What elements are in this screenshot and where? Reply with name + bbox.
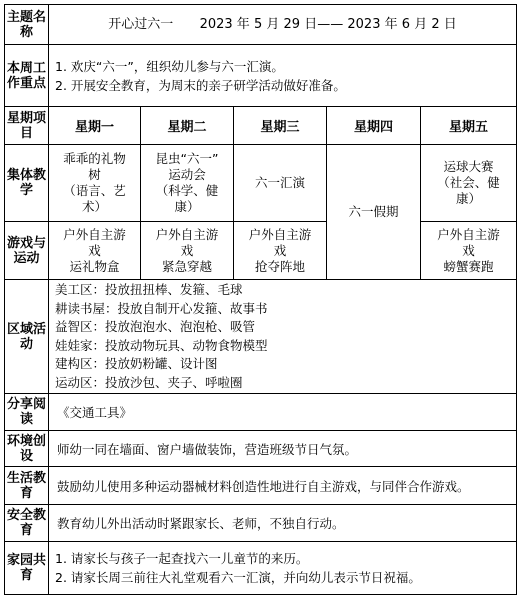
area-item: 运动区：投放沙包、夹子、呼啦圈	[55, 374, 243, 390]
thursday-holiday: 六一假期	[327, 145, 421, 280]
theme-row	[5, 5, 517, 45]
environment-value: 师幼一同在墙面、窗户墙做装饰，营造班级节日气氛。	[49, 431, 517, 467]
theme-name: 开心过六一	[108, 17, 174, 32]
reading-value: 《交通工具》	[49, 394, 517, 431]
games-label: 游戏与运动	[5, 222, 49, 280]
focus-item: 2. 开展安全教育，为周末的亲子研学活动做好准备。	[55, 77, 346, 93]
start-day: 29	[283, 17, 301, 32]
environment-label: 环境创设	[5, 431, 49, 467]
group-wed: 六一汇演	[234, 145, 327, 222]
safety-education-value: 教育幼儿外出活动时紧跟家长、老师，不独自行动。	[49, 505, 517, 542]
group-teaching-label: 集体教学	[5, 145, 49, 222]
home-cooperation-label: 家园共育	[5, 542, 49, 595]
reading-label: 分享阅读	[5, 394, 49, 431]
end-day: 2	[431, 17, 440, 32]
games-row	[5, 222, 517, 280]
weekday-item-label: 星期项目	[5, 107, 49, 145]
weekday-tue: 星期二	[141, 107, 234, 145]
area-activities-row	[5, 280, 517, 394]
home-item: 1. 请家长与孩子一起查找六一儿童节的来历。	[55, 551, 309, 566]
reading-row	[5, 394, 517, 431]
theme-label: 主题名称	[5, 5, 49, 45]
focus-list	[49, 45, 517, 107]
group-fri: 运球大赛 （社会、健 康）	[421, 145, 517, 222]
weekly-plan-table	[4, 4, 517, 595]
focus-item: 1. 欢庆“六一”，组织幼儿参与六一汇演。	[55, 58, 284, 74]
area-activities-list	[49, 280, 517, 394]
weekday-mon: 星期一	[49, 107, 141, 145]
area-item: 益智区：投放泡泡水、泡泡枪、吸管	[55, 319, 256, 334]
theme-value: 开心过六一 2023 年 5 月 29 日—— 2023 年 6 月 2 日	[49, 5, 517, 45]
game-tue: 户外自主游 戏 紧急穿越	[141, 222, 234, 280]
home-item: 2. 请家长周三前往大礼堂观看六一汇演，并向幼儿表示节日祝福。	[55, 570, 421, 585]
game-wed: 户外自主游 戏 抢夺阵地	[234, 222, 327, 280]
group-tue: 昆虫“六一” 运动会 （科学、健 康）	[141, 145, 234, 222]
area-activities-label: 区域活动	[5, 280, 49, 394]
weekday-wed: 星期三	[234, 107, 327, 145]
home-cooperation-list	[49, 542, 517, 595]
area-item: 美工区：投放扭扭棒、发箍、毛球	[55, 282, 243, 297]
game-fri: 户外自主游 戏 螃蟹赛跑	[421, 222, 517, 280]
game-mon: 户外自主游 戏 运礼物盒	[49, 222, 141, 280]
life-education-label: 生活教育	[5, 467, 49, 505]
end-month: 6	[401, 17, 411, 32]
start-year: 2023	[199, 17, 233, 32]
group-mon: 乖乖的礼物 树 （语言、艺 术）	[49, 145, 141, 222]
area-item: 娃娃家：投放动物玩具、动物食物模型	[55, 337, 268, 353]
safety-education-row	[5, 505, 517, 542]
end-year: 2023	[347, 17, 381, 32]
focus-label: 本周工作重点	[5, 45, 49, 107]
weekday-thu: 星期四	[327, 107, 421, 145]
weekday-fri: 星期五	[421, 107, 517, 145]
life-education-row	[5, 467, 517, 505]
group-teaching-row	[5, 145, 517, 222]
weekday-header-row	[5, 107, 517, 145]
safety-education-label: 安全教育	[5, 505, 49, 542]
home-cooperation-row	[5, 542, 517, 595]
start-month: 5	[253, 17, 263, 32]
area-item: 耕读书屋：投放自制开心发箍、故事书	[55, 300, 268, 316]
environment-row	[5, 431, 517, 467]
area-item: 建构区：投放奶粉罐、设计图	[55, 356, 218, 371]
focus-row	[5, 45, 517, 107]
life-education-value: 鼓励幼儿使用多种运动器械材料创造性地进行自主游戏，与同伴合作游戏。	[49, 467, 517, 505]
